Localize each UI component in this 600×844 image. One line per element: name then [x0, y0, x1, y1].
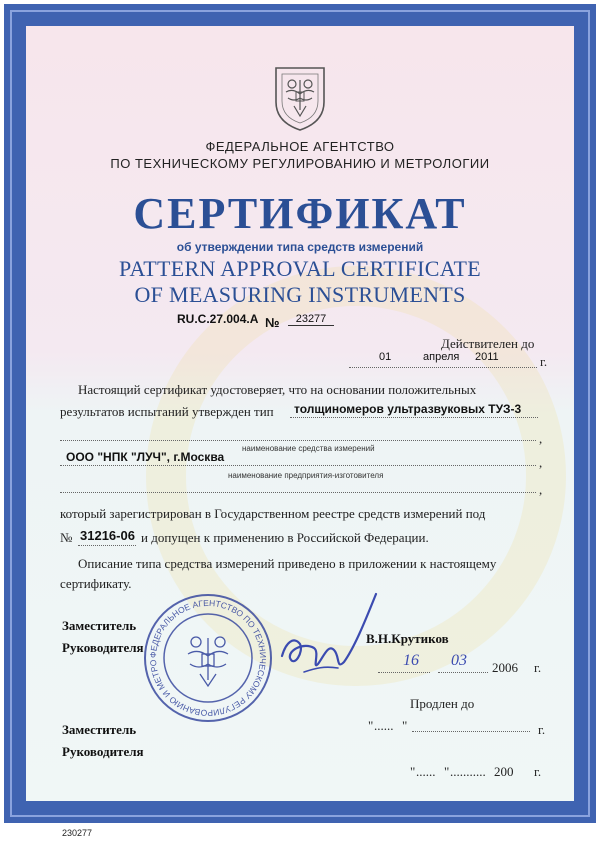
registration-code: RU.C.27.004.A [177, 312, 259, 326]
official-stamp [142, 592, 274, 724]
comma-2: , [539, 455, 543, 470]
valid-until-label: Действителен до [441, 336, 535, 351]
valid-until-year: 2011 [475, 351, 499, 363]
agency-name-line1: ФЕДЕРАЛЬНОЕ АГЕНТСТВО [205, 139, 395, 154]
extension-role-line2: Руководителя [62, 744, 144, 759]
extension-year-prefix: 200 [494, 764, 514, 779]
body-paragraph1-line2: результатов испытаний утвержден тип [60, 404, 274, 419]
certificate-title: СЕРТИФИКАТ [133, 189, 467, 238]
body-paragraph1-line1: Настоящий сертификат удостоверяет, что на основании положительных [78, 382, 477, 397]
extension-year-close-quote: " [444, 764, 450, 779]
instrument-type-line [290, 417, 538, 418]
comma-1: , [539, 431, 543, 446]
extension-date-day-dots: ...... [374, 718, 394, 733]
extension-year-open-quote: " [410, 764, 416, 779]
stamp-text: ФЕДЕРАЛЬНОЕ АГЕНТСТВО ПО ТЕХНИЧЕСКОМУ РЕГУЛИРОВАНИЮ И МЕТРО [147, 597, 269, 719]
sign-date-day-line [378, 672, 430, 673]
state-register-number-line [78, 545, 136, 546]
signatory-role-line1: Заместитель [62, 618, 137, 633]
certificate-subtitle: об утверждении типа средств измерений [176, 240, 424, 254]
manufacturer-value: ООО "НПК "ЛУЧ", г.Москва [66, 450, 225, 464]
valid-until-day: 01 [379, 351, 392, 363]
body-paragraph3-line1: Описание типа средства измерений приведено в приложении к настоящему [78, 556, 497, 571]
extension-year-month-dots: ........... [450, 764, 486, 779]
english-title-line1: PATTERN APPROVAL CERTIFICATE [118, 256, 481, 281]
body-paragraph2: который зарегистрирован в Государственном реестре средств измерений под [60, 506, 486, 521]
extended-until-label: Продлен до [410, 696, 475, 711]
signatory-role-line2: Руководителя [62, 640, 144, 655]
extension-date-line [412, 731, 530, 732]
state-register-number: 31216-06 [80, 528, 135, 543]
valid-until-suffix: г. [540, 354, 548, 369]
extension-year-day-dots: ...... [416, 764, 436, 779]
instrument-continuation-line [60, 440, 536, 441]
state-register-no-label: № [60, 530, 73, 545]
manufacturer-caption: наименование предприятия-изготовителя [228, 471, 384, 480]
registration-number: 23277 [288, 313, 334, 326]
agency-name-line2: ПО ТЕХНИЧЕСКОМУ РЕГУЛИРОВАНИЮ И МЕТРОЛОГИИ [110, 156, 490, 171]
sign-date-month-line [438, 672, 488, 673]
body-paragraph2-end: и допущен к применению в Российской Федерации. [141, 530, 429, 545]
sign-date-year: 2006 [492, 660, 518, 675]
signatory-name: В.Н.Крутиков [366, 631, 449, 646]
extension-date-open-quote: " [368, 718, 374, 733]
extension-date-suffix: г. [538, 722, 546, 737]
extra-line [60, 492, 536, 493]
blank-serial-number: 230277 [62, 828, 93, 838]
coat-of-arms-emblem [270, 62, 330, 132]
manufacturer-line [60, 465, 536, 466]
comma-3: , [539, 482, 543, 497]
extension-year-suffix: г. [534, 764, 542, 779]
sign-date-month: 03 [451, 652, 467, 669]
certificate-body [26, 26, 574, 801]
valid-until-month: апреля [423, 351, 460, 363]
body-paragraph3-line2: сертификату. [60, 576, 132, 591]
registration-no-label: № [265, 315, 280, 330]
sign-date-suffix: г. [534, 660, 542, 675]
instrument-caption: наименование средства измерений [242, 444, 375, 453]
english-title-line2: OF MEASURING INSTRUMENTS [134, 282, 466, 307]
instrument-type-value: толщиномеров ультразвуковых ТУЗ-3 [294, 402, 522, 416]
sign-date-day: 16 [403, 652, 419, 669]
extension-role-line1: Заместитель [62, 722, 137, 737]
extension-date-close-quote: " [402, 718, 408, 733]
